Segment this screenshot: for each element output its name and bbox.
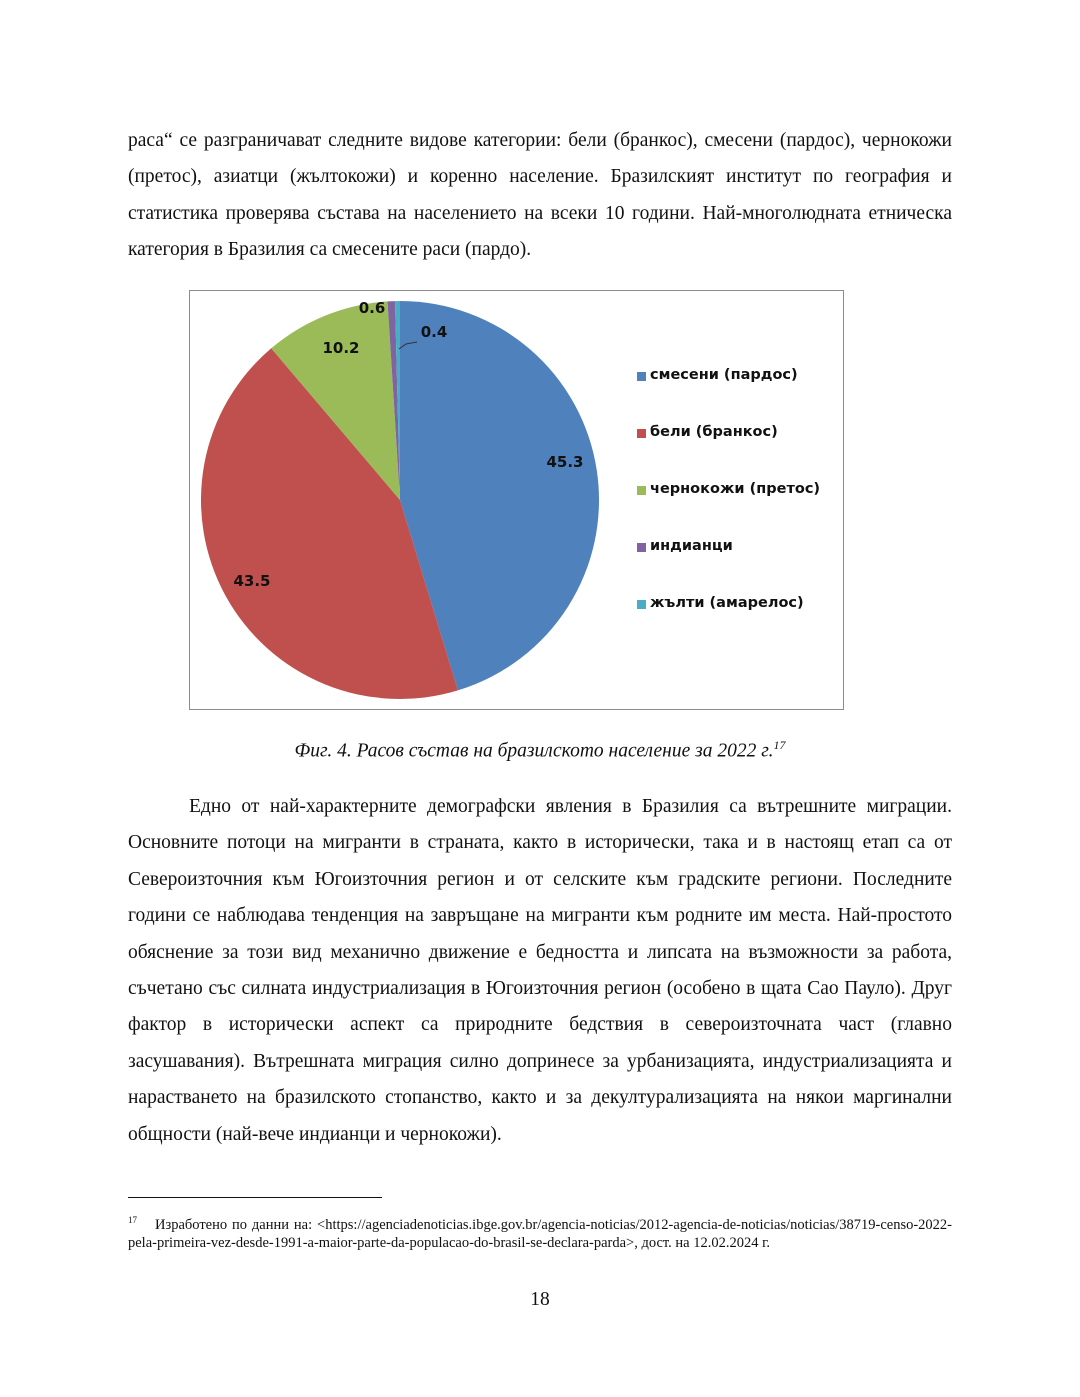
pie-chart [189, 290, 844, 710]
legend-swatch-indigenous [637, 543, 646, 552]
legend-item-pretos [637, 481, 837, 538]
legend-label-pretos: чернокожи (претос) [650, 481, 821, 497]
intro-paragraph: раса“ се разграничават следните видове категории: бели (бранкос), смесени (пардос), чернокожи (претос), азиатци (жълтокожи) и коренно население. Бразилският институт по география и статистика проверява състава на населението на всеки 10 години. Най-многолюдната етническа категория в Бразилия са смесените раси (пардо). [128, 130, 952, 261]
footnote [128, 1211, 952, 1253]
legend-item-brancos [637, 424, 837, 481]
chart-legend [637, 367, 837, 652]
legend-swatch-pardos [637, 372, 646, 381]
data-label-amarelos: 0.4 [420, 323, 448, 341]
data-label-pretos: 10.2 [322, 339, 360, 357]
data-label-pardos: 45.3 [546, 453, 584, 471]
footnote-text: Изработено по данни на: <https://agenciadenoticias.ibge.gov.br/agencia-noticias/2012-agencia-de-noticias/noticias/38719-censo-2022-pela-primeira-vez-desde-1991-a-maior-parte-da-populacao-do-brasil-se-declara-parda>, дост. на 12.02.2024 г. [128, 1216, 952, 1252]
legend-swatch-pretos [637, 486, 646, 495]
legend-item-amarelos [637, 595, 837, 652]
data-label-indigenous: 0.6 [358, 299, 386, 317]
page-number: 18 [530, 1289, 550, 1310]
figure-caption [0, 738, 1080, 763]
legend-label-brancos: бели (бранкос) [650, 424, 778, 440]
legend-item-pardos [637, 367, 837, 424]
legend-item-indigenous [637, 538, 837, 595]
legend-swatch-brancos [637, 429, 646, 438]
footnote-number: 17 [128, 1215, 137, 1225]
legend-label-amarelos: жълти (амарелос) [650, 595, 804, 611]
caption-footnote-ref: 17 [773, 738, 786, 752]
migration-paragraph: Едно от най-характерните демографски явления в Бразилия са вътрешните миграции. Основните потоци на мигранти в страната, както в исторически, така и в настоящ етап са от Североизточния към Югоизточния регион и от селските към градските региони. Последните години се наблюдава тенденция на завръщане на мигранти към родните им места. Най-простото обяснение за този вид механично движение е бедността и липсата на възможности за работа, съчетано със силната индустриализация в Югоизточния регион (особено в щата Сао Пауло). Друг фактор в исторически аспект са природните бедствия в североизточната част (главно засушавания). Вътрешната миграция силно допринесе за урбанизацията, индустриализацията и нарастването на бразилското стопанство, както и за декултурализацията на някои маргинални общности (най-вече индианци и чернокожи). [128, 796, 952, 1145]
legend-label-pardos: смесени (пардос) [650, 367, 798, 383]
footnote-divider [128, 1197, 382, 1198]
caption-text: Фиг. 4. Расов състав на бразилското население за 2022 г. [294, 740, 774, 762]
legend-swatch-amarelos [637, 600, 646, 609]
data-label-brancos: 43.5 [233, 572, 271, 590]
legend-label-indigenous: индианци [650, 538, 733, 554]
